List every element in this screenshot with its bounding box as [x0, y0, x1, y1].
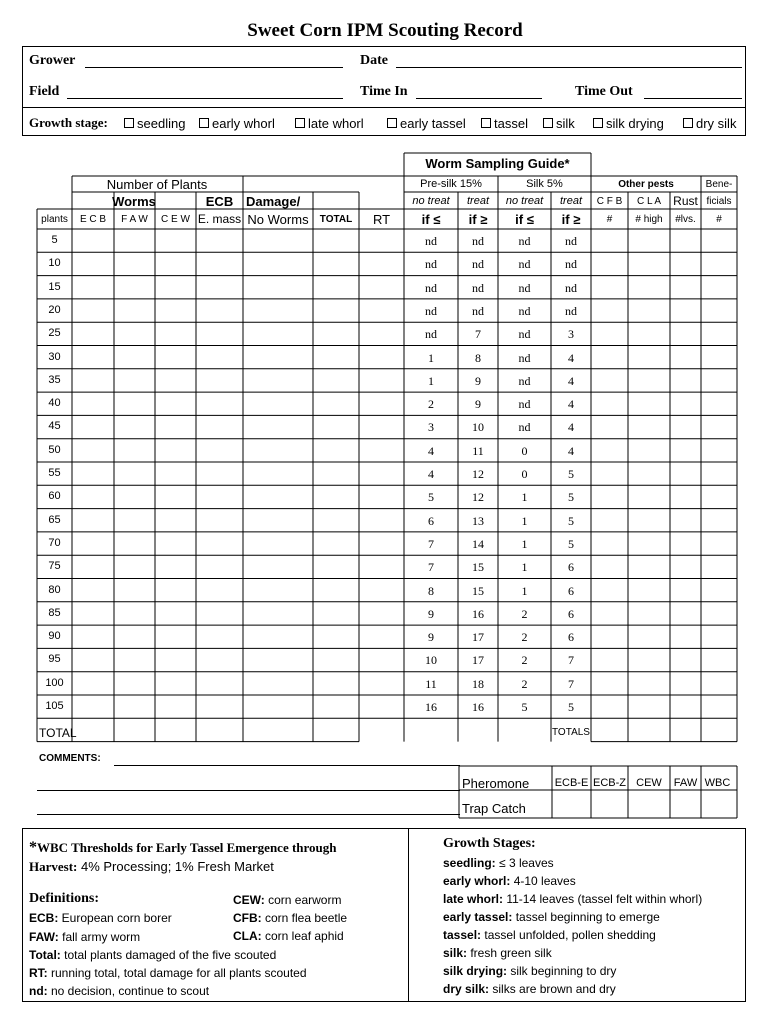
stage-checkbox-early-tassel[interactable]: early tassel: [387, 116, 466, 131]
col-cfb-count: #: [606, 214, 613, 225]
comments-label: COMMENTS:: [39, 753, 101, 764]
col-cew: C E W: [161, 214, 190, 225]
silk-treat-value: 3: [568, 327, 574, 342]
presilk-treat: treat: [466, 195, 489, 207]
worms-header: Worms: [112, 194, 156, 209]
plants-count: 80: [48, 583, 61, 596]
time-in-label: Time In: [360, 84, 408, 99]
gs-seedling: seedling: ≤ 3 leaves: [443, 856, 554, 870]
col-presilk-if-ge: if ≥: [468, 212, 488, 227]
presilk-treat-value: 17: [472, 653, 484, 668]
silk-treat-value: 5: [568, 467, 574, 481]
plants-count: 35: [48, 373, 61, 386]
col-total: TOTAL: [319, 214, 353, 225]
presilk-no-treat-value: nd: [425, 280, 437, 295]
col-beneficials-count: #: [716, 214, 722, 225]
presilk-no-treat-value: 1: [428, 350, 434, 365]
stage-checkbox-seedling[interactable]: seedling: [124, 116, 185, 131]
trap-col-wbc: WBC: [704, 777, 731, 789]
silk-no-treat-value: 1: [521, 560, 528, 575]
def-faw: FAW: fall army worm: [29, 930, 141, 944]
trap-col-ecb-e: ECB-E: [554, 777, 589, 789]
def-nd: nd: no decision, continue to scout: [29, 984, 210, 998]
gs-silk: silk: fresh green silk: [443, 946, 552, 960]
silk-treat-value: 5: [568, 536, 574, 551]
plants-count: 15: [48, 280, 61, 293]
silk-no-treat-value: nd: [518, 420, 531, 435]
plants-count: 30: [48, 350, 61, 363]
silk-no-treat-value: 1: [521, 583, 528, 598]
beneficials-header-bottom: ficials: [706, 196, 732, 207]
wbc-thresholds: Harvest: 4% Processing; 1% Fresh Market: [29, 859, 274, 874]
silk-no-treat-value: nd: [518, 234, 531, 248]
presilk-treat-value: 13: [472, 513, 484, 528]
presilk-treat-value: 9: [475, 373, 481, 388]
plants-count: 25: [48, 327, 61, 340]
silk-treat-value: 6: [568, 606, 574, 621]
presilk-treat-value: 15: [472, 583, 484, 598]
silk-treat-value: 5: [568, 490, 574, 505]
def-cew: CEW: corn earworm: [233, 893, 342, 907]
silk-no-treat-value: 1: [521, 513, 528, 528]
presilk-no-treat-value: 6: [428, 513, 434, 528]
cla-header: C L A: [636, 196, 662, 207]
presilk-treat-value: 9: [475, 397, 481, 412]
silk-no-treat-value: 1: [521, 490, 528, 505]
grower-label: Grower: [29, 53, 76, 68]
comments-line-1[interactable]: [114, 765, 460, 766]
presilk-treat-value: 16: [472, 700, 484, 714]
silk-no-treat-value: nd: [518, 257, 531, 272]
table-lines: [37, 153, 737, 818]
gs-early-tassel: early tassel: tassel beginning to emerge: [443, 910, 660, 924]
col-presilk-if-le: if ≤: [421, 212, 441, 227]
field-label: Field: [29, 84, 60, 99]
presilk-treat-value: 18: [472, 676, 484, 691]
beneficials-header-top: Bene-: [705, 179, 733, 190]
presilk-treat-value: 17: [472, 630, 484, 645]
silk-treat-value: 7: [568, 653, 574, 668]
presilk-no-treat-value: nd: [425, 327, 437, 342]
total-row-label: TOTAL: [39, 726, 77, 740]
comments-line-2[interactable]: [37, 790, 460, 791]
growth-stage-label: Growth stage:: [29, 115, 108, 130]
trap-col-cew: CEW: [636, 777, 662, 789]
col-plants: plants: [41, 214, 68, 225]
presilk-no-treat-value: 11: [425, 676, 437, 691]
silk-treat-value: 4: [568, 443, 574, 458]
silk-no-treat-value: nd: [518, 327, 531, 342]
presilk-treat-value: 8: [475, 350, 481, 365]
silk-treat-value: 7: [568, 676, 574, 691]
reference-divider: [408, 829, 409, 1001]
silk-no-treat-value: 2: [521, 653, 528, 668]
presilk-treat-value: 11: [472, 443, 484, 458]
ecb-group-header: ECB: [205, 194, 234, 209]
presilk-treat-value: 14: [472, 536, 484, 551]
silk-treat-value: nd: [565, 257, 577, 272]
silk-no-treat-value: nd: [518, 373, 531, 388]
plants-count: 105: [45, 700, 64, 712]
def-ecb: ECB: European corn borer: [29, 911, 172, 925]
silk-no-treat-value: 0: [521, 443, 528, 458]
silk-no-treat-value: nd: [518, 280, 531, 295]
presilk-no-treat-value: 9: [428, 630, 434, 645]
presilk-header: Pre-silk 15%: [420, 178, 482, 190]
silk-no-treat-value: 2: [521, 630, 528, 645]
gs-late-whorl: late whorl: 11-14 leaves (tassel felt within whorl): [443, 892, 703, 906]
silk-no-treat-value: 2: [521, 606, 528, 621]
trap-col-faw: FAW: [673, 777, 698, 789]
col-faw: F A W: [121, 214, 148, 225]
stage-checkbox-late-whorl[interactable]: late whorl: [295, 116, 364, 131]
presilk-no-treat-value: 4: [428, 467, 434, 481]
reference-box: [22, 828, 746, 1002]
gs-dry-silk: dry silk: silks are brown and dry: [443, 982, 616, 996]
stage-checkbox-silk[interactable]: silk: [543, 116, 575, 131]
presilk-treat-value: nd: [472, 303, 484, 318]
silk-treat-value: 5: [568, 513, 574, 528]
page-title: Sweet Corn IPM Scouting Record: [247, 20, 523, 41]
gs-early-whorl: early whorl: 4-10 leaves: [443, 874, 576, 888]
silk-treat: treat: [559, 195, 582, 207]
pheromone-label: Pheromone: [462, 776, 530, 791]
col-no-worms: No Worms: [247, 212, 309, 227]
stage-checkbox-tassel[interactable]: tassel: [481, 116, 528, 131]
presilk-no-treat-value: 10: [425, 653, 437, 668]
presilk-no-treat-value: nd: [425, 257, 437, 272]
presilk-no-treat-value: 3: [428, 420, 434, 435]
silk-treat-value: nd: [565, 280, 577, 295]
col-ecb: E C B: [79, 214, 107, 225]
silk-treat-value: 6: [568, 583, 574, 598]
silk-no-treat-value: nd: [518, 303, 531, 318]
silk-no-treat-value: 5: [521, 700, 528, 714]
presilk-treat-value: 12: [472, 490, 484, 505]
plants-count: 5: [51, 234, 58, 246]
presilk-treat-value: 16: [472, 606, 484, 621]
presilk-treat-value: 12: [472, 467, 484, 481]
presilk-treat-value: 7: [475, 327, 481, 342]
def-cla: CLA: corn leaf aphid: [233, 929, 344, 943]
silk-no-treat: no treat: [505, 195, 544, 207]
silk-header: Silk 5%: [526, 178, 563, 190]
presilk-no-treat-value: 8: [428, 583, 434, 598]
time-out-label: Time Out: [575, 84, 633, 99]
plants-count: 55: [48, 467, 61, 479]
silk-treat-value: 6: [568, 560, 574, 575]
silk-treat-value: nd: [565, 303, 577, 318]
silk-treat-value: 5: [568, 700, 574, 714]
presilk-no-treat-value: nd: [425, 303, 437, 318]
date-label: Date: [360, 53, 388, 68]
presilk-treat-value: nd: [472, 234, 484, 248]
other-pests-header: Other pests: [618, 179, 674, 190]
presilk-treat-value: nd: [472, 280, 484, 295]
silk-no-treat-value: nd: [518, 350, 531, 365]
presilk-no-treat-value: 7: [428, 536, 434, 551]
plants-count: 20: [48, 303, 61, 316]
plants-count: 95: [48, 653, 61, 666]
silk-treat-value: 6: [568, 630, 574, 645]
stage-checkbox-early-whorl[interactable]: early whorl: [199, 116, 275, 131]
silk-no-treat-value: 2: [521, 676, 528, 691]
presilk-no-treat-value: 4: [428, 443, 434, 458]
plants-count: 60: [48, 490, 61, 503]
silk-treat-value: 4: [568, 373, 574, 388]
number-of-plants-header: Number of Plants: [106, 177, 208, 192]
col-silk-if-ge: if ≥: [561, 212, 581, 227]
col-rt: RT: [372, 212, 391, 227]
silk-no-treat-value: 1: [521, 536, 528, 551]
def-cfb: CFB: corn flea beetle: [233, 911, 348, 925]
plants-count: 65: [48, 513, 61, 526]
plants-count: 50: [48, 443, 61, 456]
presilk-treat-value: nd: [472, 257, 484, 272]
gs-tassel: tassel: tassel unfolded, pollen shedding: [443, 928, 656, 942]
trap-col-ecb-z: ECB-Z: [593, 777, 626, 789]
totals-label: TOTALS: [552, 727, 590, 738]
silk-treat-value: nd: [565, 234, 577, 248]
plants-count: 100: [45, 676, 64, 689]
presilk-no-treat-value: 16: [425, 700, 437, 714]
silk-treat-value: 4: [568, 350, 574, 365]
gs-silk-drying: silk drying: silk beginning to dry: [443, 964, 617, 978]
growth-stages-title: Growth Stages:: [443, 836, 536, 851]
stage-checkbox-silk-drying[interactable]: silk drying: [593, 116, 664, 131]
plants-count: 40: [48, 397, 61, 410]
presilk-no-treat: no treat: [412, 195, 450, 207]
presilk-no-treat-value: nd: [425, 234, 437, 248]
cfb-header: C F B: [596, 196, 623, 207]
presilk-no-treat-value: 5: [428, 490, 434, 505]
silk-treat-value: 4: [568, 397, 574, 412]
worm-guide-title: Worm Sampling Guide*: [425, 156, 570, 171]
def-total: Total: total plants damaged of the five scouted: [29, 948, 277, 962]
comments-line-3[interactable]: [37, 814, 460, 815]
plants-count: 10: [48, 257, 61, 270]
presilk-no-treat-value: 1: [428, 373, 434, 388]
plants-count: 75: [48, 560, 61, 573]
plants-count: 85: [48, 606, 61, 619]
plants-count: 90: [48, 630, 61, 643]
stage-checkbox-dry-silk[interactable]: dry silk: [683, 116, 736, 131]
col-rust-lvs: #lvs.: [675, 214, 696, 225]
col-emass: E. mass: [197, 212, 242, 226]
presilk-treat-value: 10: [472, 420, 484, 435]
rust-header: Rust: [673, 194, 698, 208]
presilk-treat-value: 15: [472, 560, 484, 575]
silk-no-treat-value: nd: [518, 397, 531, 412]
plants-count: 45: [48, 420, 61, 433]
presilk-no-treat-value: 9: [428, 606, 434, 621]
col-cla-high: # high: [635, 214, 663, 225]
silk-treat-value: 4: [568, 420, 574, 435]
trap-catch-label: Trap Catch: [462, 801, 526, 816]
wbc-title: *WBC Thresholds for Early Tassel Emergence through: [29, 839, 337, 856]
silk-no-treat-value: 0: [521, 467, 528, 481]
col-silk-if-le: if ≤: [515, 212, 534, 227]
def-rt: RT: running total, total damage for all plants scouted: [29, 966, 307, 980]
damage-header: Damage/: [246, 194, 301, 209]
presilk-no-treat-value: 2: [428, 397, 434, 412]
definitions-title: Definitions:: [29, 891, 99, 906]
plants-count: 70: [48, 536, 61, 549]
presilk-no-treat-value: 7: [428, 560, 434, 575]
